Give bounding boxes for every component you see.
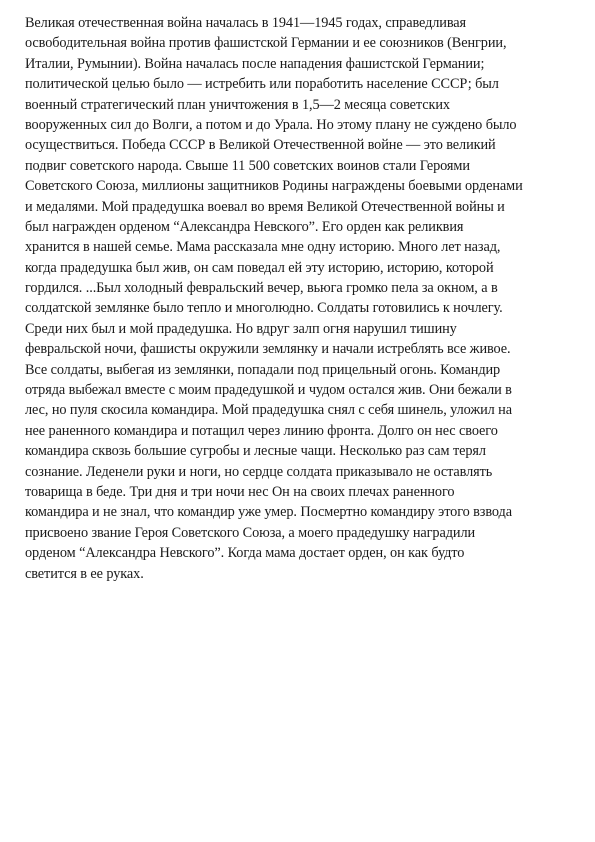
text-line: Советского Союза, миллионы защитников Родины награждены боевыми орденами xyxy=(25,178,523,195)
text-line: Среди них был и мой прадедушка. Но вдруг залп огня нарушил тишину xyxy=(25,320,457,337)
text-line: солдатской землянке было тепло и многолюдно. Солдаты готовились к ночлегу. xyxy=(25,300,503,317)
text-line: военный стратегический план уничтожения в 1,5—2 месяца советских xyxy=(25,96,450,113)
text-line: хранится в нашей семье. Мама рассказала мне одну историю. Много лет назад, xyxy=(25,239,501,256)
text-line: освободительная война против фашистской Германии и ее союзников (Венгрии, xyxy=(25,35,507,52)
text-line: светится в ее руках. xyxy=(25,565,144,582)
text-line: присвоено звание Героя Советского Союза, а моего прадедушку наградили xyxy=(25,524,476,541)
text-line: когда прадедушка был жив, он сам поведал ей эту историю, историю, которой xyxy=(25,259,494,276)
text-line: был награжден орденом “Александра Невского”. Его орден как реликвия xyxy=(25,218,464,235)
text-line: гордился. ...Был холодный февральский вечер, вьюга громко пела за окном, а в xyxy=(25,280,498,297)
text-line: политической целью было — истребить или поработить население СССР; был xyxy=(25,76,499,93)
text-line: орденом “Александра Невского”. Когда мама достает орден, он как будто xyxy=(25,545,465,562)
text-line: и медалями. Мой прадедушка воевал во время Великой Отечественной войны и xyxy=(25,198,505,215)
text-line: лес, но пуля скосила командира. Мой прадедушка снял с себя шинель, уложил на xyxy=(25,402,512,419)
text-line: Все солдаты, выбегая из землянки, попадали под прицельный огонь. Командир xyxy=(25,361,501,378)
text-line: осуществиться. Победа СССР в Великой Отечественной войне — это великий xyxy=(25,137,496,154)
text-line: командира и не знал, что командир уже умер. Посмертно командиру этого взвода xyxy=(25,504,512,521)
text-line: нее раненного командира и потащил через линию фронта. Долго он нес своего xyxy=(25,422,498,439)
text-line: Великая отечественная война началась в 1941—1945 годах, справедливая xyxy=(25,15,467,31)
text-line: Италии, Румынии). Война началась после нападения фашистской Германии; xyxy=(25,55,485,72)
text-line: отряда выбежал вместе с моим прадедушкой и чудом остался жив. Они бежали в xyxy=(25,382,512,399)
text-line: февральской ночи, фашисты окружили землянку и начали истреблять все живое. xyxy=(25,341,511,358)
text-line: товарища в беде. Три дня и три ночи нес Он на своих плечах раненного xyxy=(25,483,455,500)
text-line: сознание. Леденели руки и ноги, но сердце солдата приказывало не оставлять xyxy=(25,463,493,480)
text-line: вооруженных сил до Волги, а потом и до Урала. Но этому плану не суждено было xyxy=(25,116,517,133)
text-line: командира сквозь большие сугробы и лесные чащи. Несколько раз сам терял xyxy=(25,443,486,460)
text-line: подвиг советского народа. Свыше 11 500 советских воинов стали Героями xyxy=(25,157,470,174)
body-paragraph xyxy=(25,13,577,584)
